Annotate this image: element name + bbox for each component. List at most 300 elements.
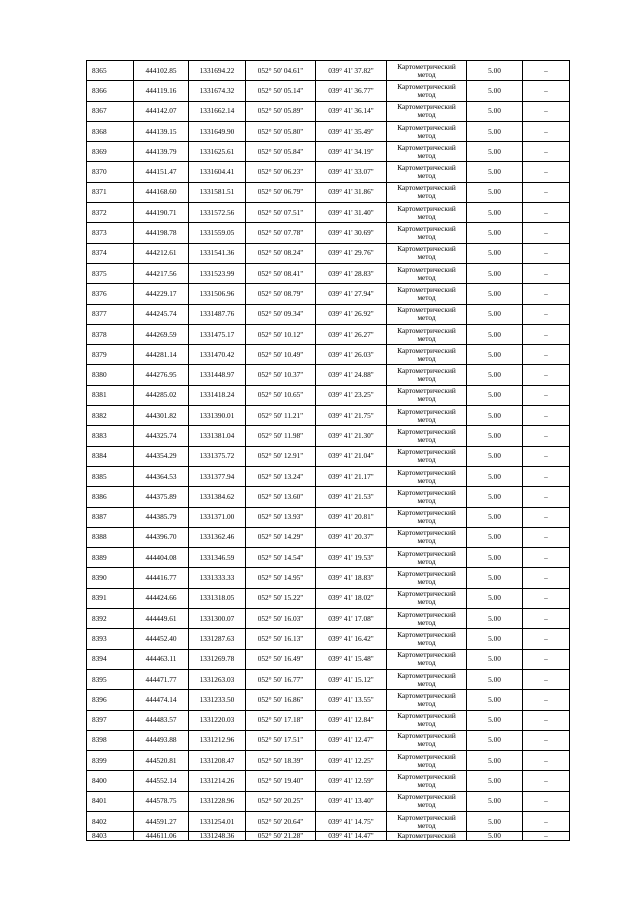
point-number-cell: 8391 [87,588,134,608]
note-cell: – [523,142,570,162]
longitude-cell: 039° 41' 26.03" [316,345,387,365]
latitude-cell: 052° 50' 10.37" [246,365,316,385]
y-coordinate-cell: 1331541.36 [189,243,246,263]
x-coordinate-cell: 444212.61 [134,243,189,263]
table-row [87,203,570,223]
latitude-cell: 052° 50' 14.95" [246,568,316,588]
y-coordinate-cell: 1331384.62 [189,487,246,507]
method-cell [387,568,467,588]
x-coordinate-cell: 444493.88 [134,730,189,750]
table-row [87,324,570,344]
longitude-cell: 039° 41' 21.53" [316,487,387,507]
longitude-cell: 039° 41' 20.37" [316,527,387,547]
method-label-line1: Картометрический [397,629,456,639]
y-coordinate-cell: 1331212.96 [189,730,246,750]
longitude-cell: 039° 41' 12.25" [316,751,387,771]
note-cell: – [523,101,570,121]
x-coordinate-cell: 444449.61 [134,609,189,629]
latitude-cell: 052° 50' 13.60" [246,487,316,507]
method-label-line1: Картометрический [397,426,456,436]
method-label-line1: Картометрический [397,366,456,376]
table-row [87,243,570,263]
note-cell: – [523,243,570,263]
latitude-cell: 052° 50' 15.22" [246,588,316,608]
method-cell [387,203,467,223]
longitude-cell: 039° 41' 34.19" [316,142,387,162]
table-row [87,81,570,101]
method-label-line2: метод [417,292,436,302]
note-cell: – [523,730,570,750]
method-cell [387,121,467,141]
x-coordinate-cell: 444229.17 [134,284,189,304]
point-number-cell: 8369 [87,142,134,162]
longitude-cell: 039° 41' 33.07" [316,162,387,182]
method-cell [387,609,467,629]
table-row [87,791,570,811]
accuracy-cell: 5.00 [467,385,523,405]
latitude-cell: 052° 50' 16.13" [246,629,316,649]
y-coordinate-cell: 1331233.50 [189,690,246,710]
point-number-cell: 8379 [87,345,134,365]
latitude-cell: 052° 50' 14.54" [246,548,316,568]
x-coordinate-cell: 444142.07 [134,101,189,121]
table-row [87,223,570,243]
method-cell [387,466,467,486]
latitude-cell: 052° 50' 05.84" [246,142,316,162]
latitude-cell: 052° 50' 13.93" [246,507,316,527]
latitude-cell: 052° 50' 10.65" [246,385,316,405]
x-coordinate-cell: 444375.89 [134,487,189,507]
accuracy-cell: 5.00 [467,771,523,791]
longitude-cell: 039° 41' 26.92" [316,304,387,324]
latitude-cell: 052° 50' 12.91" [246,446,316,466]
table-row [87,507,570,527]
note-cell: – [523,223,570,243]
note-cell: – [523,669,570,689]
method-label-line1: Картометрический [397,163,456,173]
y-coordinate-cell: 1331346.59 [189,548,246,568]
longitude-cell: 039° 41' 18.02" [316,588,387,608]
method-cell [387,771,467,791]
point-number-cell: 8401 [87,791,134,811]
point-number-cell: 8397 [87,710,134,730]
point-number-cell: 8381 [87,385,134,405]
table-row [87,649,570,669]
accuracy-cell: 5.00 [467,568,523,588]
note-cell: – [523,811,570,831]
point-number-cell: 8377 [87,304,134,324]
latitude-cell: 052° 50' 11.21" [246,406,316,426]
method-label-line2: метод [417,577,436,587]
method-label-line2: метод [417,394,436,404]
note-cell: – [523,81,570,101]
method-label-line1: Картометрический [397,305,456,315]
latitude-cell: 052° 50' 20.25" [246,791,316,811]
method-label-line1: Картометрический [397,711,456,721]
point-number-cell: 8385 [87,466,134,486]
longitude-cell: 039° 41' 21.17" [316,466,387,486]
table-row [87,588,570,608]
table-row [87,263,570,283]
accuracy-cell: 5.00 [467,669,523,689]
accuracy-cell: 5.00 [467,101,523,121]
method-cell [387,142,467,162]
y-coordinate-cell: 1331694.22 [189,61,246,81]
latitude-cell: 052° 50' 17.18" [246,710,316,730]
note-cell: – [523,406,570,426]
note-cell: – [523,751,570,771]
note-cell: – [523,304,570,324]
note-cell: – [523,588,570,608]
y-coordinate-cell: 1331448.97 [189,365,246,385]
note-cell: – [523,182,570,202]
method-label-line1: Картометрический [397,508,456,518]
note-cell: – [523,527,570,547]
method-label-line1: Картометрический [397,386,456,396]
method-cell [387,406,467,426]
x-coordinate-cell: 444168.60 [134,182,189,202]
note-cell: – [523,263,570,283]
method-label-line1: Картометрический [397,183,456,193]
method-label-line2: метод [417,800,436,810]
x-coordinate-cell: 444301.82 [134,406,189,426]
note-cell: – [523,284,570,304]
latitude-cell: 052° 50' 08.79" [246,284,316,304]
y-coordinate-cell: 1331625.61 [189,142,246,162]
method-label-line2: метод [417,678,436,688]
table-row [87,446,570,466]
x-coordinate-cell: 444552.14 [134,771,189,791]
method-label-line2: метод [417,780,436,790]
method-label-line1: Картометрический [397,447,456,457]
table-row [87,385,570,405]
latitude-cell: 052° 50' 14.29" [246,527,316,547]
point-number-cell: 8392 [87,609,134,629]
x-coordinate-cell: 444520.81 [134,751,189,771]
method-label-line2: метод [417,698,436,708]
table-row [87,669,570,689]
method-cell [387,223,467,243]
note-cell: – [523,426,570,446]
method-label-line2: метод [417,434,436,444]
accuracy-cell: 5.00 [467,223,523,243]
point-number-cell: 8393 [87,629,134,649]
point-number-cell: 8396 [87,690,134,710]
method-label-line1: Картометрический [397,528,456,538]
point-number-cell: 8398 [87,730,134,750]
note-cell: – [523,710,570,730]
accuracy-cell: 5.00 [467,588,523,608]
accuracy-cell: 5.00 [467,182,523,202]
table-row [87,751,570,771]
x-coordinate-cell: 444354.29 [134,446,189,466]
latitude-cell: 052° 50' 08.24" [246,243,316,263]
note-cell: – [523,629,570,649]
method-cell [387,527,467,547]
longitude-cell: 039° 41' 26.27" [316,324,387,344]
longitude-cell: 039° 41' 12.47" [316,730,387,750]
method-label-line1: Картометрический [397,122,456,132]
longitude-cell: 039° 41' 24.88" [316,365,387,385]
method-label-line2: метод [417,475,436,485]
note-cell: – [523,61,570,81]
method-label-line1: Картометрический [397,569,456,579]
accuracy-cell: 5.00 [467,446,523,466]
latitude-cell: 052° 50' 06.23" [246,162,316,182]
method-label-line2: метод [417,171,436,181]
table-row [87,162,570,182]
x-coordinate-cell: 444139.79 [134,142,189,162]
x-coordinate-cell: 444591.27 [134,811,189,831]
method-label-line2: метод [417,597,436,607]
table-body [87,61,570,841]
point-number-cell: 8371 [87,182,134,202]
longitude-cell: 039° 41' 29.76" [316,243,387,263]
note-cell: – [523,507,570,527]
table-row [87,345,570,365]
method-label-line1: Картометрический [397,264,456,274]
method-label-line1: Картометрический [397,548,456,558]
method-label-line1: Картометрический [397,731,456,741]
table-row [87,832,570,841]
method-label-line1: Картометрический [397,224,456,234]
y-coordinate-cell: 1331506.96 [189,284,246,304]
accuracy-cell: 5.00 [467,142,523,162]
accuracy-cell: 5.00 [467,466,523,486]
method-label-line1: Картометрический [397,589,456,599]
method-label-line2: метод [417,455,436,465]
method-cell [387,324,467,344]
note-cell: – [523,365,570,385]
method-label-line1: Картометрический [397,244,456,254]
method-label-line2: метод [417,556,436,566]
longitude-cell: 039° 41' 36.77" [316,81,387,101]
longitude-cell: 039° 41' 21.04" [316,446,387,466]
method-label-line2: метод [417,232,436,242]
accuracy-cell: 5.00 [467,203,523,223]
note-cell: – [523,324,570,344]
x-coordinate-cell: 444151.47 [134,162,189,182]
method-label-line1: Картометрический [397,670,456,680]
method-label-line2: метод [417,374,436,384]
y-coordinate-cell: 1331418.24 [189,385,246,405]
method-label-line2: метод [417,658,436,668]
method-cell [387,385,467,405]
longitude-cell: 039° 41' 17.08" [316,609,387,629]
point-number-cell: 8373 [87,223,134,243]
method-cell [387,446,467,466]
method-label-line2: метод [417,353,436,363]
method-cell [387,588,467,608]
note-cell: – [523,487,570,507]
y-coordinate-cell: 1331254.01 [189,811,246,831]
y-coordinate-cell: 1331381.04 [189,426,246,446]
method-cell [387,304,467,324]
table-row [87,142,570,162]
y-coordinate-cell: 1331269.78 [189,649,246,669]
method-label-line1: Картометрический [397,487,456,497]
longitude-cell: 039° 41' 31.40" [316,203,387,223]
note-cell: – [523,162,570,182]
longitude-cell: 039° 41' 18.83" [316,568,387,588]
method-label-line2: метод [417,89,436,99]
method-label-line1: Картометрический [397,325,456,335]
method-cell [387,263,467,283]
accuracy-cell: 5.00 [467,345,523,365]
accuracy-cell: 5.00 [467,811,523,831]
table-row [87,690,570,710]
latitude-cell: 052° 50' 09.34" [246,304,316,324]
method-cell [387,365,467,385]
method-cell [387,345,467,365]
method-cell [387,811,467,831]
longitude-cell: 039° 41' 12.84" [316,710,387,730]
longitude-cell: 039° 41' 21.30" [316,426,387,446]
method-label-line1: Картометрический [397,650,456,660]
table-row [87,609,570,629]
table-row [87,304,570,324]
method-cell [387,832,467,841]
latitude-cell: 052° 50' 05.89" [246,101,316,121]
longitude-cell: 039° 41' 30.69" [316,223,387,243]
y-coordinate-cell: 1331300.07 [189,609,246,629]
method-label-line2: метод [417,759,436,769]
longitude-cell: 039° 41' 16.42" [316,629,387,649]
accuracy-cell: 5.00 [467,629,523,649]
x-coordinate-cell: 444102.85 [134,61,189,81]
method-cell [387,791,467,811]
method-label-line1: Картометрический [397,203,456,213]
latitude-cell: 052° 50' 06.79" [246,182,316,202]
accuracy-cell: 5.00 [467,690,523,710]
method-cell [387,487,467,507]
table-row [87,121,570,141]
method-label-line2: метод [417,414,436,424]
longitude-cell: 039° 41' 31.86" [316,182,387,202]
table-row [87,527,570,547]
note-cell: – [523,771,570,791]
y-coordinate-cell: 1331263.03 [189,669,246,689]
accuracy-cell: 5.00 [467,304,523,324]
table-row [87,568,570,588]
accuracy-cell: 5.00 [467,832,523,841]
table-row [87,730,570,750]
table-row [87,182,570,202]
y-coordinate-cell: 1331362.46 [189,527,246,547]
note-cell: – [523,690,570,710]
method-label-line1: Картометрический [397,406,456,416]
note-cell: – [523,832,570,841]
accuracy-cell: 5.00 [467,710,523,730]
accuracy-cell: 5.00 [467,791,523,811]
method-cell [387,669,467,689]
table-row [87,284,570,304]
latitude-cell: 052° 50' 21.28" [246,832,316,841]
method-label-line2: метод [417,617,436,627]
longitude-cell: 039° 41' 21.75" [316,406,387,426]
y-coordinate-cell: 1331523.99 [189,263,246,283]
method-label-line2: метод [417,516,436,526]
longitude-cell: 039° 41' 14.47" [316,832,387,841]
method-label-line2: метод [417,69,436,79]
y-coordinate-cell: 1331390.01 [189,406,246,426]
point-number-cell: 8390 [87,568,134,588]
method-label-line1: Картометрический [397,690,456,700]
longitude-cell: 039° 41' 35.49" [316,121,387,141]
method-cell [387,284,467,304]
point-number-cell: 8384 [87,446,134,466]
note-cell: – [523,121,570,141]
y-coordinate-cell: 1331581.51 [189,182,246,202]
method-label-line2: метод [417,313,436,323]
accuracy-cell: 5.00 [467,649,523,669]
latitude-cell: 052° 50' 20.64" [246,811,316,831]
latitude-cell: 052° 50' 11.98" [246,426,316,446]
method-cell [387,507,467,527]
method-label-line2: метод [417,252,436,262]
y-coordinate-cell: 1331559.05 [189,223,246,243]
note-cell: – [523,791,570,811]
point-number-cell: 8402 [87,811,134,831]
method-label-line2: метод [417,211,436,221]
point-number-cell: 8365 [87,61,134,81]
method-label-line2: метод [417,150,436,160]
method-label-line2: метод [417,191,436,201]
accuracy-cell: 5.00 [467,121,523,141]
y-coordinate-cell: 1331662.14 [189,101,246,121]
method-cell [387,548,467,568]
longitude-cell: 039° 41' 13.40" [316,791,387,811]
y-coordinate-cell: 1331371.00 [189,507,246,527]
x-coordinate-cell: 444452.40 [134,629,189,649]
accuracy-cell: 5.00 [467,263,523,283]
x-coordinate-cell: 444611.06 [134,832,189,841]
point-number-cell: 8388 [87,527,134,547]
table-row [87,771,570,791]
table-row [87,629,570,649]
point-number-cell: 8399 [87,751,134,771]
x-coordinate-cell: 444474.14 [134,690,189,710]
method-label-line1: Картометрический [397,609,456,619]
x-coordinate-cell: 444217.56 [134,263,189,283]
longitude-cell: 039° 41' 23.25" [316,385,387,405]
method-label-line1: Картометрический [397,792,456,802]
y-coordinate-cell: 1331674.32 [189,81,246,101]
note-cell: – [523,446,570,466]
x-coordinate-cell: 444325.74 [134,426,189,446]
method-cell [387,101,467,121]
method-label-line2: метод [417,719,436,729]
accuracy-cell: 5.00 [467,162,523,182]
x-coordinate-cell: 444139.15 [134,121,189,141]
note-cell: – [523,345,570,365]
y-coordinate-cell: 1331475.17 [189,324,246,344]
point-number-cell: 8375 [87,263,134,283]
longitude-cell: 039° 41' 12.59" [316,771,387,791]
point-number-cell: 8367 [87,101,134,121]
method-label-line2: метод [417,637,436,647]
method-label-line2: метод [417,130,436,140]
longitude-cell: 039° 41' 27.94" [316,284,387,304]
latitude-cell: 052° 50' 10.49" [246,345,316,365]
point-number-cell: 8386 [87,487,134,507]
method-label-line1: Картометрический [397,102,456,112]
x-coordinate-cell: 444424.66 [134,588,189,608]
method-cell [387,162,467,182]
method-label-line1: Картометрический [397,345,456,355]
point-number-cell: 8370 [87,162,134,182]
coordinates-table [86,60,570,841]
